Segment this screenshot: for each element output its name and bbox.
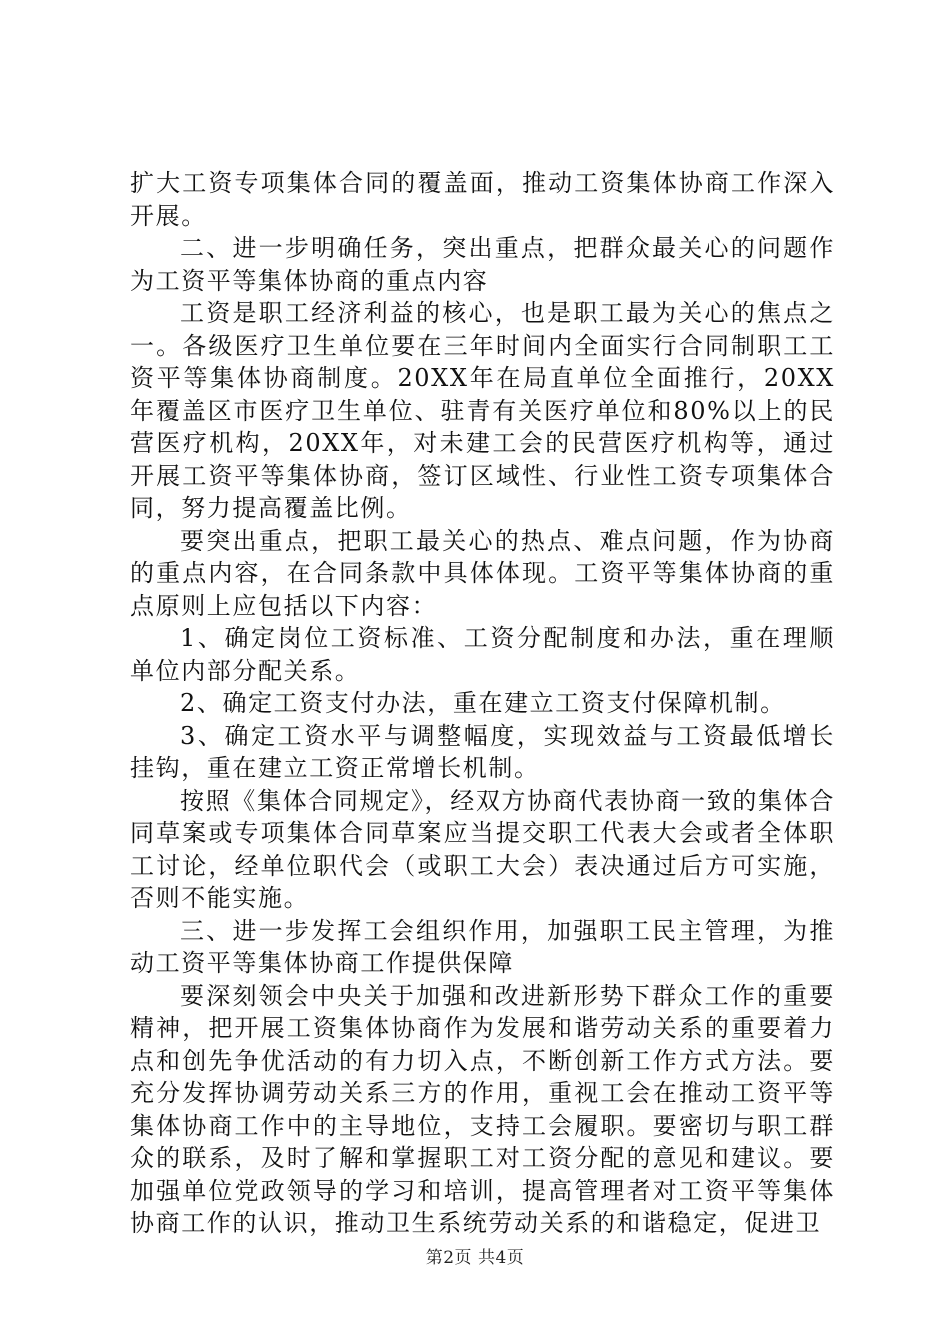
paragraph: 要深刻领会中央关于加强和改进新形势下群众工作的重要精神，把开展工资集体协商作为发展和谐劳动关系的重要着力点和创先争优活动的有力切入点，不断创新工作方式方法。要充分发挥协调劳动关系三方的作用，重视工会在推动工资平等集体协商工作中的主导地位，支持工会履职。要密切与职工群众的联系，及时了解和掌握职工对工资分配的意见和建议。要加强单位党政领导的学习和培训，提高管理者对工资平等集体协商工作的认识，推动卫生系统劳动关系的和谐稳定，促进卫: [130, 981, 835, 1237]
list-item: 1、确定岗位工资标准、工资分配制度和办法，重在理顺单位内部分配关系。: [130, 624, 835, 685]
section-heading-2: 二、进一步明确任务，突出重点，把群众最关心的问题作为工资平等集体协商的重点内容: [130, 234, 835, 295]
list-item: 3、确定工资水平与调整幅度，实现效益与工资最低增长挂钩，重在建立工资正常增长机制。: [130, 721, 835, 782]
document-body: [130, 167, 835, 1240]
paragraph-continuation: 扩大工资专项集体合同的覆盖面，推动工资集体协商工作深入开展。: [130, 169, 835, 230]
list-item: 2、确定工资支付办法，重在建立工资支付保障机制。: [180, 689, 786, 717]
page-number-footer: 第2页 共4页: [425, 1248, 525, 1268]
paragraph: 工资是职工经济利益的核心，也是职工最为关心的焦点之一。各级医疗卫生单位要在三年时间内全面实行合同制职工工资平等集体协商制度。20XX年在局直单位全面推行，20XX年覆盖区市医疗卫生单位、驻青有关医疗单位和80%以上的民营医疗机构，20XX年，对未建工会的民营医疗机构等，通过开展工资平等集体协商，签订区域性、行业性工资专项集体合同，努力提高覆盖比例。: [130, 299, 835, 522]
section-heading-3: 三、进一步发挥工会组织作用，加强职工民主管理，为推动工资平等集体协商工作提供保障: [130, 916, 835, 977]
paragraph: 要突出重点，把职工最关心的热点、难点问题，作为协商的重点内容，在合同条款中具体体现。工资平等集体协商的重点原则上应包括以下内容：: [130, 526, 835, 620]
paragraph: 按照《集体合同规定》，经双方协商代表协商一致的集体合同草案或专项集体合同草案应当提交职工代表大会或者全体职工讨论，经单位职代会（或职工大会）表决通过后方可实施，否则不能实施。: [130, 786, 835, 912]
